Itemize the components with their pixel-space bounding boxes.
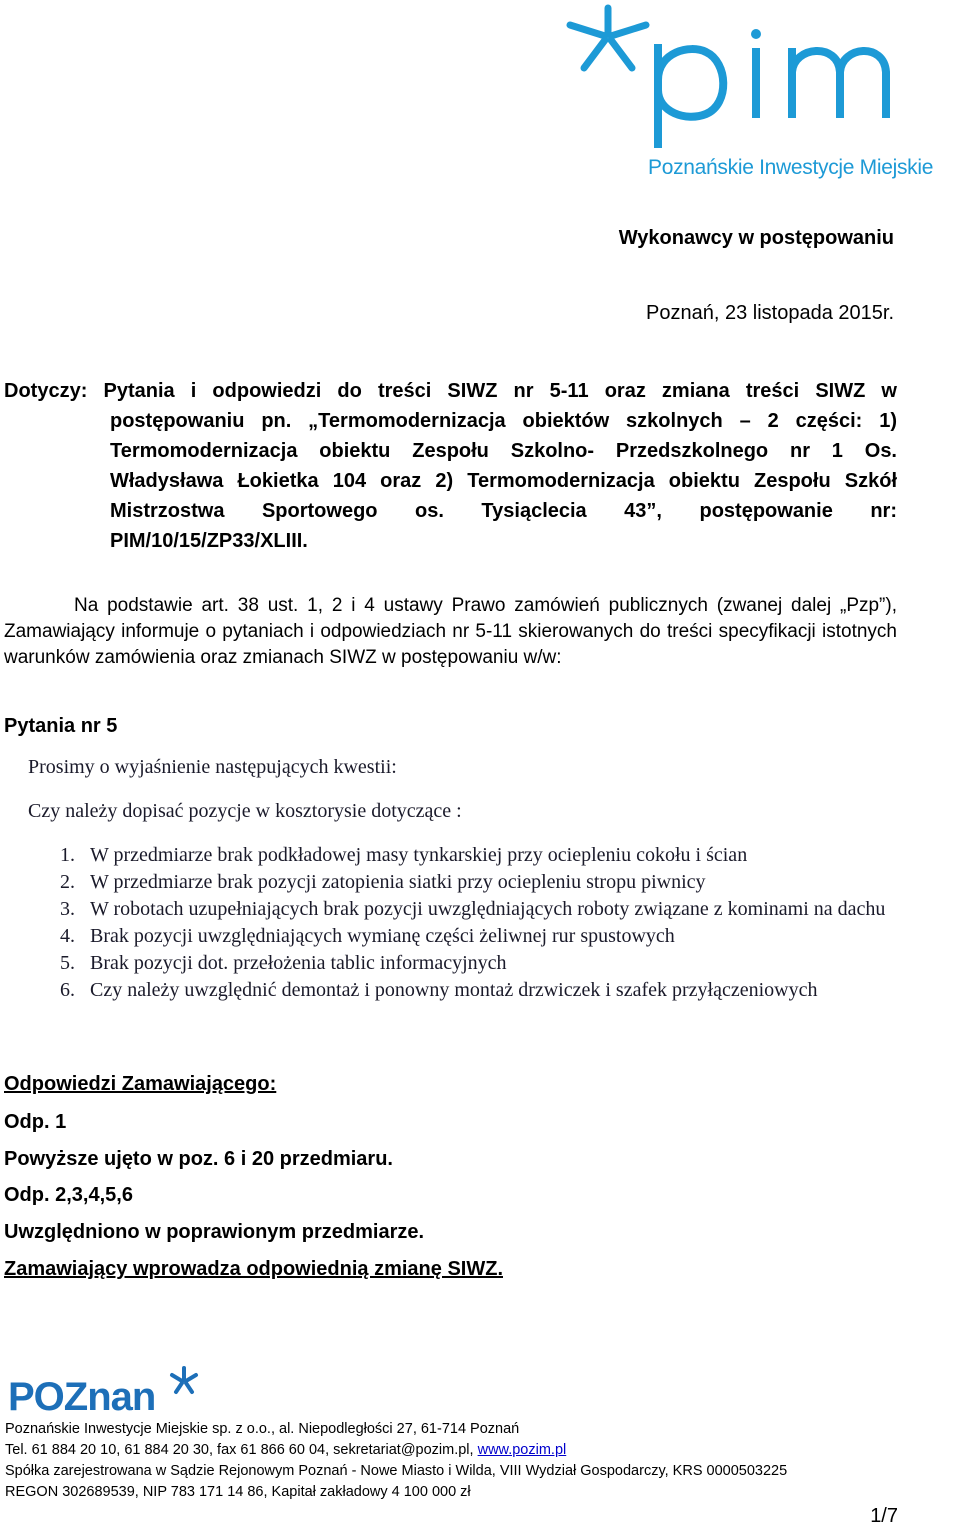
star-icon bbox=[172, 1368, 196, 1392]
subject-label: Dotyczy: bbox=[4, 380, 88, 402]
subject-block bbox=[4, 376, 897, 556]
subject-text-1: Pytania i odpowiedzi do treści SIWZ nr 5-11 oraz zmiana treści SIWZ w bbox=[103, 380, 897, 402]
subject-line-5: Mistrzostwa Sportowego os. Tysiąclecia 43”, postępowanie nr: bbox=[110, 500, 897, 522]
list-item bbox=[28, 950, 888, 977]
answer-2-text: Uwzględniono w poprawionym przedmiarze. bbox=[4, 1221, 425, 1243]
item-text: W przedmiarze brak pozycji zatopienia siatki przy ociepleniu stropu piwnicy bbox=[90, 871, 706, 893]
item-text: Brak pozycji uwzględniających wymianę części żeliwnej rur spustowych bbox=[90, 925, 675, 947]
item-number: 4. bbox=[60, 925, 75, 947]
item-text: W przedmiarze brak podkładowej masy tynkarskiej przy ociepleniu cokołu i ścian bbox=[90, 844, 748, 866]
intro-paragraph bbox=[4, 593, 897, 671]
poznan-logo-text: POZnan bbox=[8, 1375, 156, 1416]
pim-wordmark-glyphs bbox=[658, 44, 886, 148]
footer-registration: Spółka zarejestrowana w Sądzie Rejonowym Poznań - Nowe Miasto i Wilda, VIII Wydział Gospodarczy, KRS 0000503225 bbox=[5, 1463, 788, 1479]
subject-line-6: PIM/10/15/ZP33/XLIII. bbox=[110, 530, 308, 552]
question-list bbox=[28, 842, 888, 1004]
footer-contact-text: Tel. 61 884 20 10, 61 884 20 30, fax 61 866 60 04, sekretariat@pozim.pl, bbox=[5, 1442, 474, 1458]
scan-line-1: Prosimy o wyjaśnienie następujących kwestii: bbox=[28, 756, 397, 778]
siwz-change-note: Zamawiający wprowadza odpowiednią zmianę SIWZ. bbox=[4, 1258, 503, 1280]
scan-line-2: Czy należy dopisać pozycje w kosztorysie dotyczące : bbox=[28, 800, 462, 822]
item-text: W robotach uzupełniających brak pozycji uwzględniających roboty związane z kominami na dachu bbox=[90, 898, 886, 920]
item-number: 6. bbox=[60, 979, 75, 1001]
date-line: Poznań, 23 listopada 2015r. bbox=[646, 302, 894, 324]
subject-line-4: Władysława Łokietka 104 oraz 2) Termomodernizacja obiektu Zespołu Szkół bbox=[110, 470, 897, 492]
footer-regon: REGON 302689539, NIP 783 171 14 86, Kapitał zakładowy 4 100 000 zł bbox=[5, 1484, 471, 1500]
footer-contact bbox=[5, 1442, 566, 1458]
answer-1-label: Odp. 1 bbox=[4, 1111, 67, 1133]
list-item bbox=[28, 842, 888, 869]
intro-text: Na podstawie art. 38 ust. 1, 2 i 4 ustawy Prawo zamówień publicznych (zwanej dalej „Pzp”), Zamawiający informuje o pytaniach i odpowiedziach nr 5-11 skierowanych do treści specyfikacji istotnych warunków zamówienia oraz zmianach SIWZ w postępowaniu w/w: bbox=[4, 595, 897, 668]
item-text: Brak pozycji dot. przełożenia tablic informacyjnych bbox=[90, 952, 507, 974]
item-number: 1. bbox=[60, 844, 75, 866]
poznan-city-logo bbox=[6, 1364, 206, 1416]
asterisk-icon bbox=[570, 8, 646, 68]
website-link[interactable]: www.pozim.pl bbox=[477, 1442, 567, 1458]
subject-line-3: Termomodernizacja obiektu Zespołu Szkolno- Przedszkolnego nr 1 Os. bbox=[110, 440, 897, 462]
answer-1-text: Powyższe ujęto w poz. 6 i 20 przedmiaru. bbox=[4, 1148, 393, 1170]
question-title: Pytania nr 5 bbox=[4, 715, 118, 737]
footer-address: Poznańskie Inwestycje Miejskie sp. z o.o., al. Niepodległości 27, 61-714 Poznań bbox=[5, 1421, 520, 1437]
list-item bbox=[28, 896, 888, 923]
addressee: Wykonawcy w postępowaniu bbox=[618, 227, 894, 249]
subject-line-2: postępowaniu pn. „Termomodernizacja obiektów szkolnych – 2 części: 1) bbox=[110, 410, 897, 432]
list-item bbox=[28, 869, 888, 896]
answers-title: Odpowiedzi Zamawiającego: bbox=[4, 1073, 277, 1095]
item-number: 3. bbox=[60, 898, 75, 920]
item-number: 5. bbox=[60, 952, 75, 974]
list-item bbox=[28, 977, 888, 1004]
item-text: Czy należy uwzględnić demontaż i ponowny montaż drzwiczek i szafek przyłączeniowych bbox=[90, 979, 818, 1001]
list-item bbox=[28, 923, 888, 950]
subject-line-1 bbox=[4, 376, 897, 406]
answer-2-label: Odp. 2,3,4,5,6 bbox=[4, 1184, 133, 1206]
logo-subtitle: Poznańskie Inwestycje Miejskie bbox=[648, 156, 934, 179]
page-number: 1/7 bbox=[870, 1505, 898, 1527]
item-number: 2. bbox=[60, 871, 75, 893]
